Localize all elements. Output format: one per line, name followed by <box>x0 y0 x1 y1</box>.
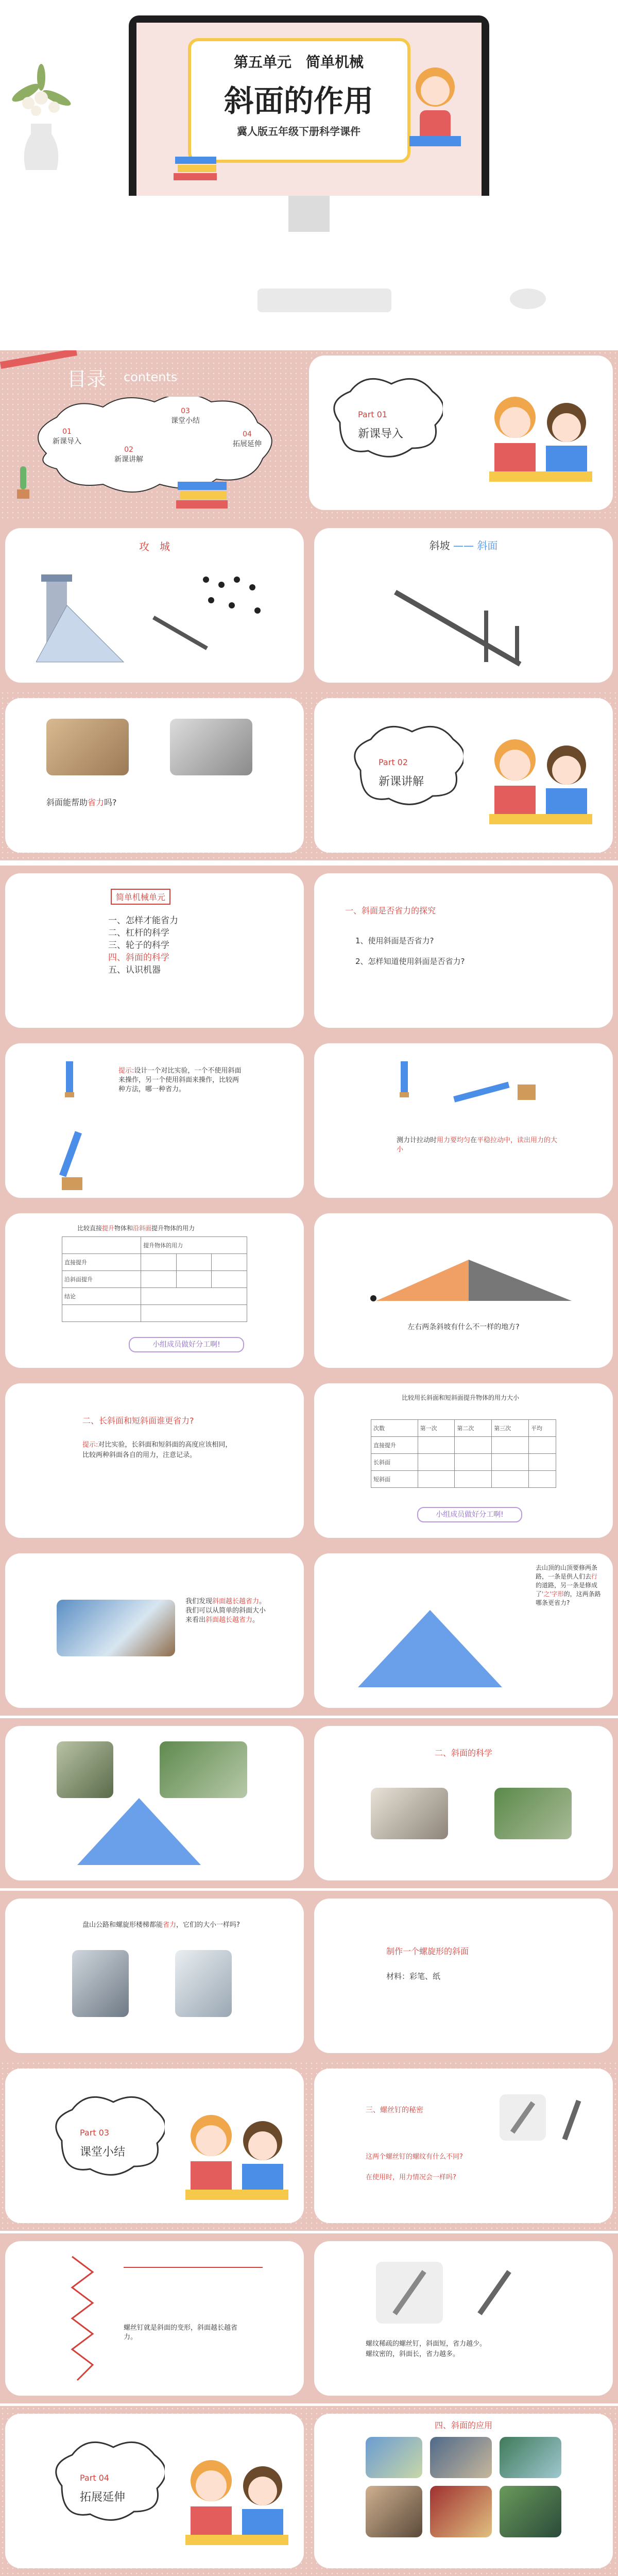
table-row: 长斜面 <box>371 1454 418 1471</box>
apply-photo-1 <box>366 2437 422 2478</box>
castle-title: 攻 城 <box>139 540 170 553</box>
screw-q1: 这两个螺丝钉的螺纹有什么不同? <box>366 2153 463 2161</box>
row-part04 <box>0 2406 618 2576</box>
c-p3: 。 <box>252 1616 260 1624</box>
table2: 次数 第一次 第二次 第三次 平均 直接提升 长斜面 短斜面 <box>371 1419 556 1488</box>
part-title-04[interactable]: 拓展延伸 <box>80 2491 126 2504</box>
measure-red1: 用力要均匀 <box>437 1137 471 1144</box>
c-r1: 斜面越长越省力 <box>212 1598 260 1605</box>
explore-card <box>314 873 613 1028</box>
apply-photo-5 <box>430 2486 492 2537</box>
screw-c-l1: 螺纹稀疏的螺丝钉，斜面短，省力越少。 <box>366 2340 487 2348</box>
cover-unit: 第五单元 简单机械 <box>233 54 364 71</box>
apply-photo-6 <box>500 2486 561 2537</box>
apply-card <box>314 2414 613 2568</box>
paper-text: 螺丝钉就是斜面的变形，斜面越长越省力。 <box>124 2324 238 2341</box>
screw-c-card <box>314 2241 613 2396</box>
screw-q-card <box>314 2069 613 2223</box>
part-title-02[interactable]: 新课讲解 <box>379 775 424 788</box>
castle-illustration <box>36 564 278 667</box>
m-t1: 去山顶的山顶要修两条路，一条是供人们去 <box>536 1564 598 1580</box>
part-cloud <box>324 376 443 464</box>
row-make <box>0 1891 618 2061</box>
measure-mid: 在 <box>470 1137 477 1144</box>
ramp-scale-icon <box>448 1074 541 1110</box>
question-card <box>5 698 304 853</box>
girl-reading-icon <box>404 59 466 162</box>
list-item: 五、认识机器 <box>108 965 161 975</box>
table-row: 直接提升 <box>62 1254 141 1271</box>
spiral-stair-photo <box>371 1788 448 1839</box>
slope-left: 斜坡 <box>429 539 450 552</box>
question-red: 省力 <box>88 798 105 807</box>
screw-c-l2: 螺纹密的，斜面长，省力越多。 <box>366 2350 460 2358</box>
table-row: 短斜面 <box>371 1471 418 1488</box>
mountain-road-photo <box>494 1788 572 1839</box>
spring-scale-icon <box>397 1059 412 1100</box>
kids-reading-icon <box>180 2450 294 2553</box>
photos-card <box>5 1726 304 1880</box>
toc-item-1[interactable]: 新课导入 <box>53 437 81 446</box>
toc-item-3[interactable]: 课堂小结 <box>171 417 200 425</box>
keyboard-icon <box>258 289 391 312</box>
apply-photo-2 <box>430 2437 492 2478</box>
question-suffix: 吗? <box>104 798 117 807</box>
apply-photo-3 <box>500 2437 561 2478</box>
row-spiral <box>0 1718 618 1888</box>
table1-card <box>5 1213 304 1368</box>
screw-q2: 在使用时，用力情况会一样吗? <box>366 2174 456 2181</box>
part-cloud <box>345 724 464 811</box>
toc-slide <box>0 350 618 520</box>
measure-red2: 平稳拉动中，读出用力的大小 <box>397 1137 558 1154</box>
incline-scale-icon <box>57 1126 118 1193</box>
compare-question: 左右两条斜坡有什么不一样的地方? <box>407 1323 520 1331</box>
part-cloud <box>46 2094 165 2182</box>
ramp-illustration <box>391 569 556 672</box>
group-work-button[interactable]: 小组成员做好分工啊! <box>129 1337 244 1352</box>
c-r2: 斜面越长越省力 <box>205 1616 253 1624</box>
toc-item-4[interactable]: 拓展延伸 <box>233 440 262 448</box>
row-list <box>0 866 618 1036</box>
part-card-04 <box>5 2414 304 2568</box>
table-row: 直接提升 <box>371 1437 418 1454</box>
long-short-card <box>5 1383 304 1538</box>
books-icon <box>173 151 219 188</box>
row-table1 <box>0 1206 618 1376</box>
mountain-triangle <box>358 1610 502 1687</box>
table-row: 结论 <box>62 1288 141 1305</box>
toc-item-2[interactable]: 新课讲解 <box>114 455 143 464</box>
table1: 提升物体的用力 直接提升 沿斜面提升 结论 <box>62 1236 247 1322</box>
screw-icon <box>469 2262 520 2324</box>
toc-num-1: 01 <box>62 428 72 436</box>
row-question <box>0 690 618 860</box>
part-label-04: Part 04 <box>80 2473 110 2483</box>
spiral-card <box>314 1726 613 1880</box>
row-paper <box>0 2233 618 2403</box>
mountain-card <box>314 1553 613 1708</box>
sc-t1: 盘山公路和螺旋形楼梯都能 <box>82 1921 163 1929</box>
kids-reading-icon <box>484 386 597 489</box>
zigzag-paper-icon <box>67 2251 98 2385</box>
m-r2: '之'字形 <box>542 1590 564 1598</box>
row-part03 <box>0 2061 618 2231</box>
hint-label: 提示: <box>118 1067 134 1075</box>
row-castle <box>0 520 618 690</box>
part-title[interactable]: 新课导入 <box>358 428 404 440</box>
slope-right: 斜面 <box>477 539 498 552</box>
cactus-icon <box>13 464 33 500</box>
make-card <box>314 1899 613 2053</box>
question-prefix: 斜面能帮助 <box>46 798 88 807</box>
make-materials: 材料：彩笔、纸 <box>386 1972 441 1981</box>
sc-r1: 省力 <box>163 1921 177 1929</box>
row-hint <box>0 1036 618 1206</box>
sc-t2: ，它们的大小一样吗? <box>176 1921 240 1929</box>
hint-text: 设计一个对比实验，一个不使用斜面来操作，另一个使用斜面来操作，比较两种方法，哪一种省力。 <box>118 1067 242 1093</box>
screw-photo <box>500 2094 546 2141</box>
spiral-stair-photo <box>175 1950 232 2017</box>
toc-title-en: contents <box>124 370 178 384</box>
list-item: 四、斜面的科学 <box>108 953 169 963</box>
part-label: Part 01 <box>358 410 388 419</box>
cover-subtitle: 冀人版五年级下册科学课件 <box>237 125 360 138</box>
toc-num-4: 04 <box>243 430 252 438</box>
long-text: 对比实验，长斜面和短斜面的高度应该相同，比较两种斜面各自的用力，注意记录。 <box>82 1441 232 1459</box>
kids-reading-icon <box>180 2105 294 2208</box>
pencil-icon <box>0 350 88 371</box>
sled-ramp-photo <box>57 1600 175 1656</box>
list-item: 三、轮子的科学 <box>108 940 169 951</box>
part-label-03: Part 03 <box>80 2128 110 2138</box>
stairs-photo <box>57 1741 113 1798</box>
kids-reading-icon <box>484 729 597 832</box>
toc-num-2: 02 <box>124 446 133 454</box>
part-card-02 <box>314 698 613 853</box>
table2-card <box>314 1383 613 1538</box>
t2-caption: 比较用长斜面和短斜面提升物体的用力大小 <box>402 1394 520 1401</box>
hint-card <box>5 1043 304 1198</box>
explore-q2: 2、怎样知道使用斜面是否省力? <box>355 957 465 966</box>
row-conclusion <box>0 1546 618 1716</box>
make-title: 制作一个螺旋形的斜面 <box>386 1946 469 1956</box>
road-photo <box>160 1741 247 1798</box>
m-t2: 的道路，另一条是修成了 <box>536 1582 598 1598</box>
toc-title: 目录 <box>67 368 107 391</box>
group-work-button[interactable]: 小组成员做好分工啊! <box>417 1507 522 1522</box>
toc-num-3: 03 <box>181 407 190 415</box>
castle-card <box>5 528 304 683</box>
list-item: 二、杠杆的科学 <box>108 928 169 938</box>
conclusion-card <box>5 1553 304 1708</box>
two-slopes-illustration <box>366 1249 582 1306</box>
table-row <box>62 1305 141 1322</box>
list-item: 一、怎样才能省力 <box>108 916 178 926</box>
part-title-03[interactable]: 课堂小结 <box>80 2146 126 2159</box>
paper-card <box>5 2241 304 2396</box>
compare-card <box>314 1213 613 1368</box>
mouse-icon <box>510 289 546 309</box>
screw-size-card <box>5 1899 304 2053</box>
monitor-stand <box>288 196 330 232</box>
explore-q1: 1、使用斜面是否省力? <box>355 936 434 945</box>
spiral-title: 二、斜面的科学 <box>434 1748 492 1758</box>
cover-title: 斜面的作用 <box>224 83 373 118</box>
table-row: 沿斜面提升 <box>62 1271 141 1288</box>
list-card <box>5 873 304 1028</box>
m-t3: 的，这两条路哪条更省力? <box>536 1590 601 1606</box>
row-table2 <box>0 1376 618 1546</box>
sand-slope-photo <box>46 719 129 775</box>
explore-heading: 一、斜面是否省力的探究 <box>345 906 436 916</box>
long-label: 提示: <box>82 1441 98 1449</box>
list-items <box>108 914 178 976</box>
screw-heading: 三、螺丝钉的秘密 <box>366 2106 423 2114</box>
measure-prefix: 测力计拉动时 <box>397 1137 437 1144</box>
t1-cap-d: 沿斜面 <box>133 1225 152 1232</box>
part-card-01 <box>309 355 613 510</box>
m-r1: 行 <box>591 1573 598 1580</box>
list-box: 简单机械单元 <box>111 889 170 905</box>
screw-photo <box>376 2262 443 2324</box>
t1-cap-e: 提升物体的用力 <box>151 1225 195 1232</box>
c-p1: 我们发现 <box>185 1598 213 1605</box>
part-label-02: Part 02 <box>379 757 408 767</box>
flower-vase-icon <box>5 62 77 175</box>
slope-card <box>314 528 613 683</box>
spring-scale-icon <box>62 1059 77 1100</box>
ramp-photo <box>170 719 252 775</box>
books-icon <box>175 471 232 513</box>
t1-cap-c: 物体和 <box>114 1225 133 1232</box>
measure-card <box>314 1043 613 1198</box>
part-cloud <box>46 2439 165 2527</box>
screw-icon <box>556 2097 587 2143</box>
cover-slide <box>0 0 618 196</box>
mountain-triangle <box>77 1798 201 1865</box>
t1-cap-b: 提升 <box>102 1225 115 1232</box>
spiral-stair-photo <box>72 1950 129 2017</box>
apply-photo-4 <box>366 2486 422 2537</box>
c-p2: 。我们可以从简单的斜面大小来看出 <box>185 1598 266 1624</box>
long-title: 二、长斜面和短斜面谁更省力? <box>82 1416 194 1426</box>
apply-title: 四、斜面的应用 <box>434 2420 492 2430</box>
part-card-03 <box>5 2069 304 2223</box>
t1-cap-a: 比较直接 <box>77 1225 102 1232</box>
slope-dash: —— <box>453 539 474 552</box>
